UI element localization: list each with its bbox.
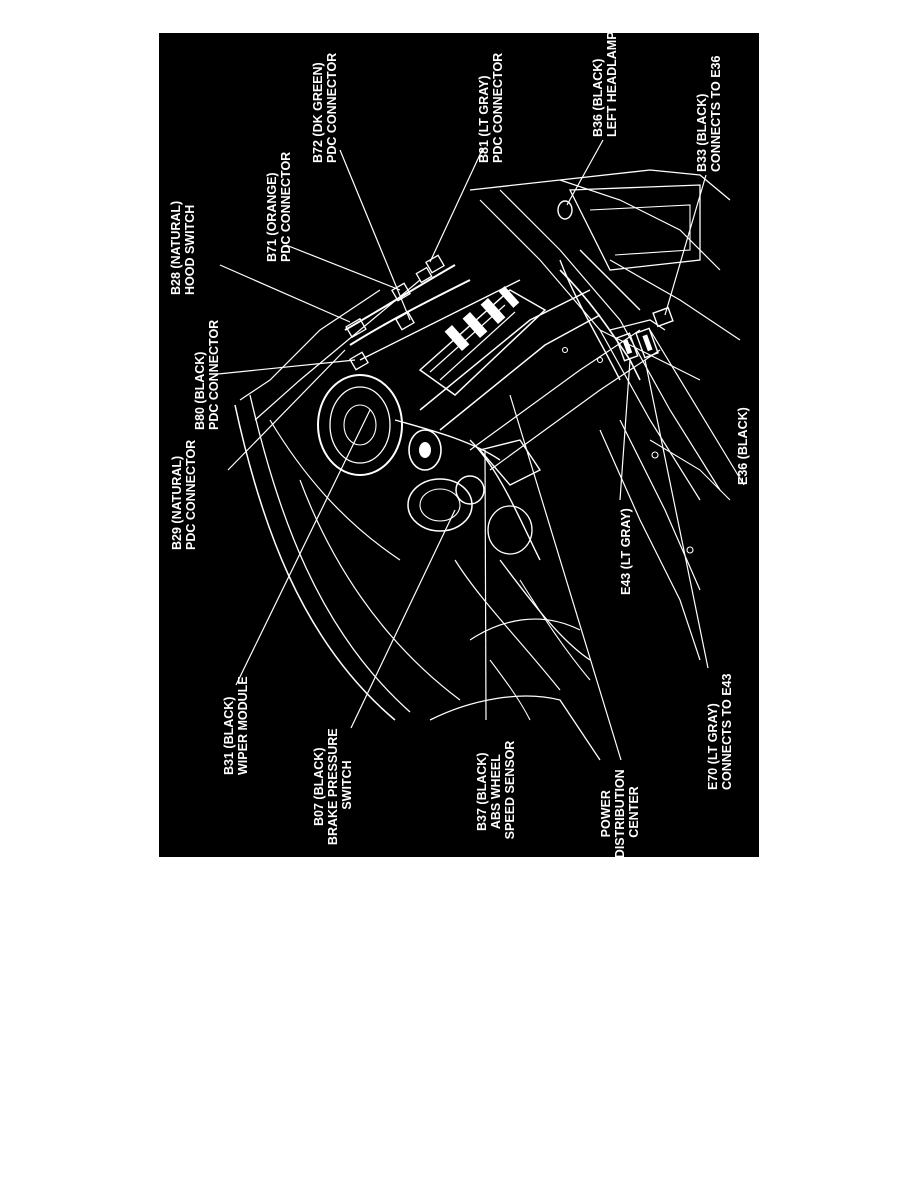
label-e70: E70 (LT GRAY) CONNECTS TO E43 xyxy=(706,673,734,790)
label-b36: B36 (BLACK) LEFT HEADLAMP xyxy=(591,31,619,137)
label-pdc: POWER DISTRIBUTION CENTER xyxy=(599,769,641,859)
label-b29: B29 (NATURAL) PDC CONNECTOR xyxy=(170,439,198,550)
label-b71: B71 (ORANGE) PDC CONNECTOR xyxy=(265,151,293,262)
label-b31: B31 (BLACK) WIPER MODULE xyxy=(222,676,250,775)
label-e43: E43 (LT GRAY) xyxy=(619,508,633,595)
label-b80: B80 (BLACK) PDC CONNECTOR xyxy=(193,319,221,430)
label-b37: B37 (BLACK) ABS WHEEL SPEED SENSOR xyxy=(475,740,517,840)
label-b28: B28 (NATURAL) HOOD SWITCH xyxy=(169,200,197,295)
label-b72: B72 (DK GREEN) PDC CONNECTOR xyxy=(311,52,339,163)
label-b07: B07 (BLACK) BRAKE PRESSURE SWITCH xyxy=(312,728,354,846)
label-b33: B33 (BLACK) CONNECTS TO E36 xyxy=(695,55,723,172)
label-b81: B81 (LT GRAY) PDC CONNECTOR xyxy=(477,52,505,163)
label-e36: E36 (BLACK) xyxy=(736,407,750,485)
